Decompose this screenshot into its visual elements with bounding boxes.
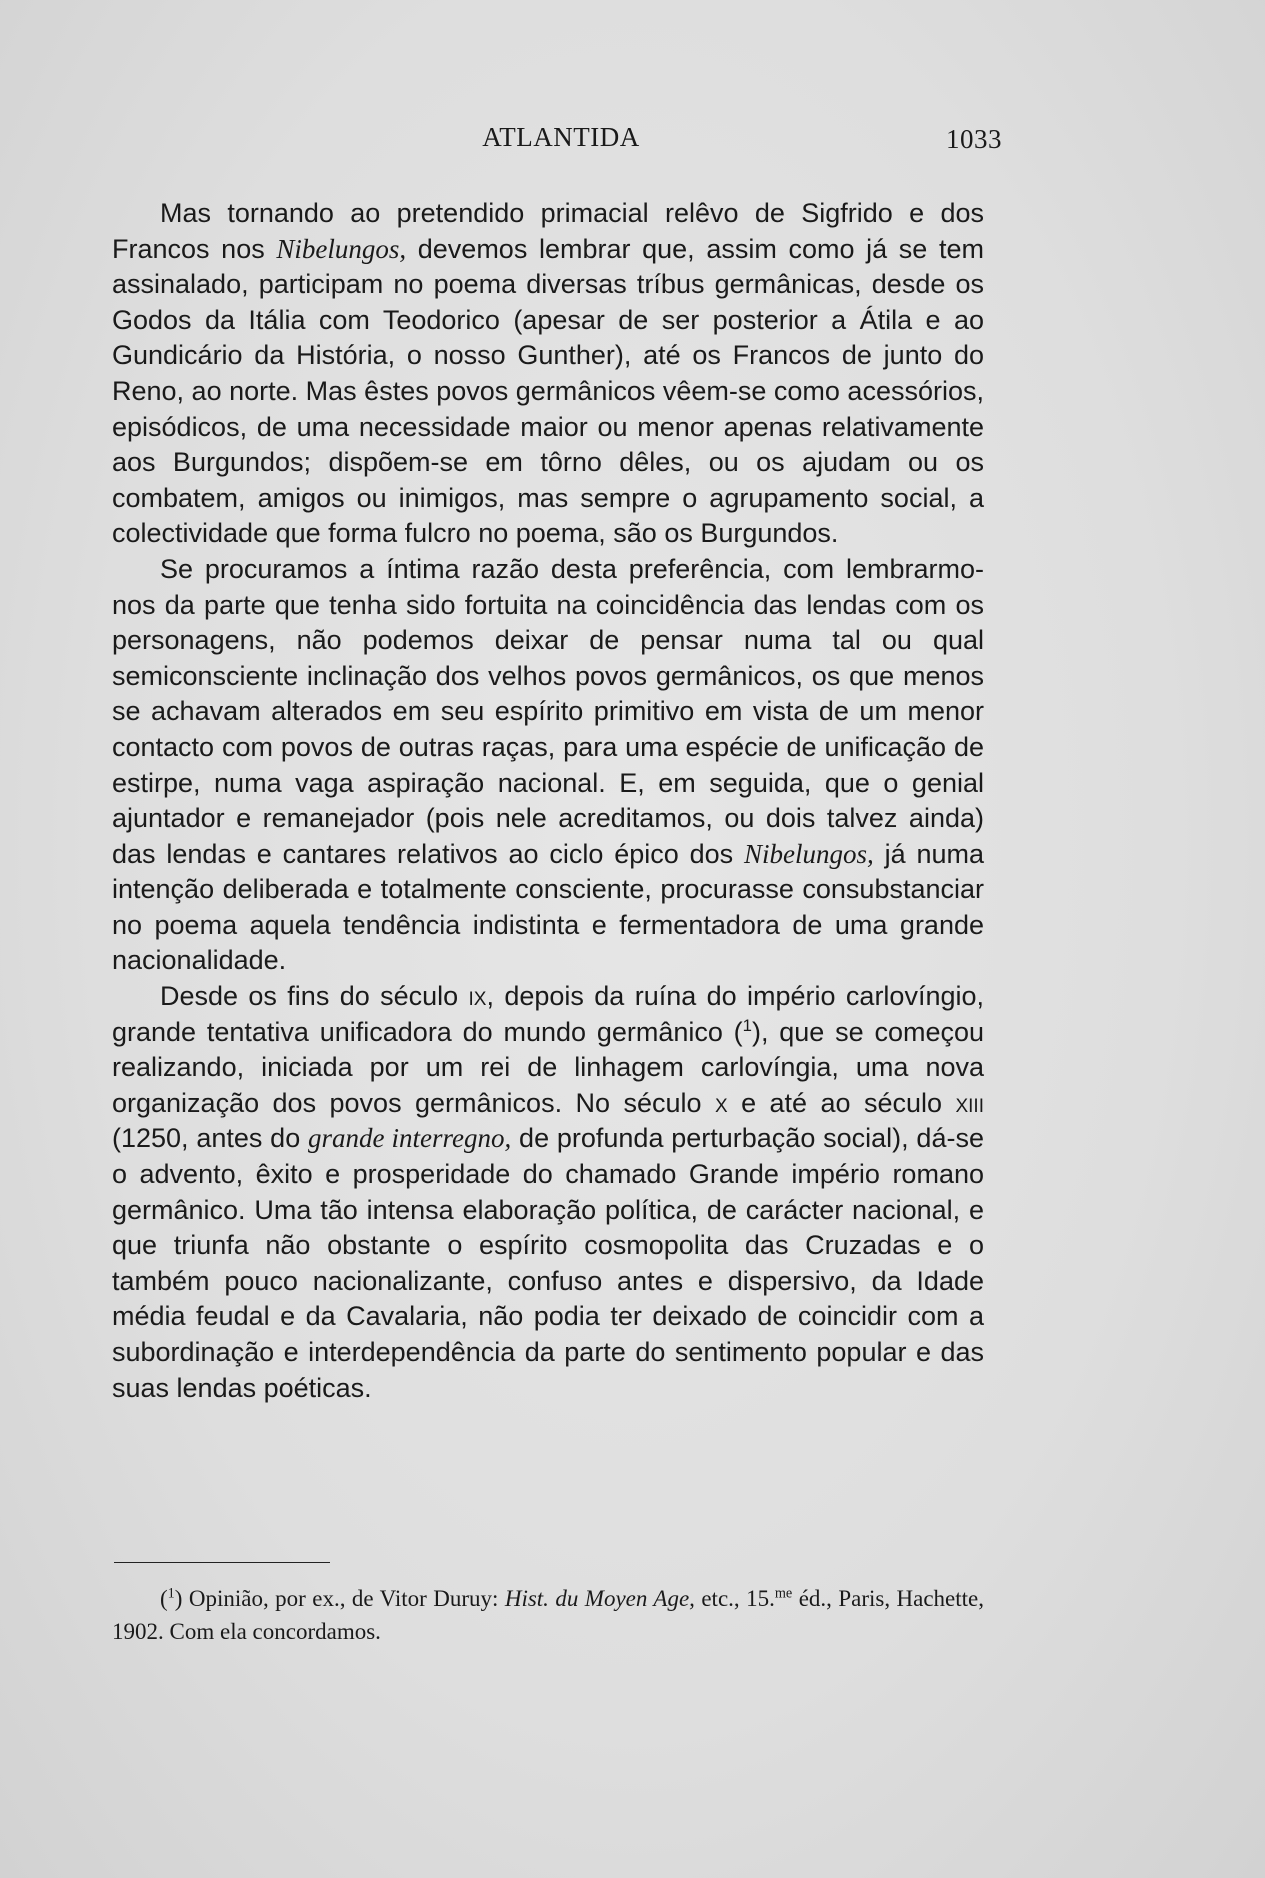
text-run: (1250, antes do [112,1123,308,1154]
text-run: éd., Paris, Hachette, 1902. Com ela concordamos. [112,1586,985,1644]
footnote [112,1582,984,1648]
italic-text: Hist. du Moyen Age, [504,1586,695,1611]
text-run: e até ao século [727,1087,956,1118]
body-text [112,196,984,1406]
italic-text: grande interregno, [308,1123,512,1154]
page-number: 1033 [946,124,1002,154]
paragraph [112,196,984,552]
text-run: Desde os fins do século [160,981,469,1012]
text-run: de profunda perturbação social), dá-se o advento, êxito e prosperidade do chamado Grande império romano germânico. Uma tão intensa elaboração política, de carácter nacional, e que triunfa não obstante o espírito cosmopolita das Cruzadas e o também pouco nacionalizante, confuso antes e dispersivo, da Idade média feudal e da Cavalaria, não podia ter deixado de coincidir com a subordinação e interdependência da parte do sentimento popular e das suas lendas poéticas. [112,1123,984,1403]
superscript: 1 [742,1015,752,1035]
text-run: etc., 15. [694,1586,775,1611]
italic-text: Nibelungos, [743,838,874,869]
footnote-divider [114,1562,330,1563]
roman-numeral: xiii [955,1087,984,1118]
paragraph [112,979,984,1406]
italic-text: Nibelungos, [276,233,407,264]
superscript: me [774,1585,793,1602]
text-run: Se procuramos a íntima razão desta preferência, com lembrarmo-nos da parte que tenha sido fortuita na coincidência das lendas com os personagens, não podemos deixar de pensar numa tal ou qual semiconsciente inclinação dos velhos povos germânicos, os que menos se achavam alterados em seu espírito primitivo em vista de um menor contacto com povos de outras raças, para uma espécie de unificação de estirpe, numa vaga aspiração nacional. E, em seguida, que o genial ajuntador e remanejador (pois nele acreditamos, ou dois talvez ainda) das lendas e cantares relativos ao ciclo épico dos [112,553,984,869]
text-run: , depois da ruína do império carlovíngio, grande tentativa unificadora do mundo germânico ( [112,981,984,1047]
roman-numeral: x [714,1087,728,1118]
text-run: ( [160,1586,168,1611]
running-title: ATLANTIDA [482,122,640,152]
text-run: Mas tornando ao pretendido primacial relêvo de Sigfrido e dos Francos nos [112,198,984,264]
superscript: 1 [167,1585,175,1602]
text-run: ) Opinião, por ex., de Vitor Duruy: [174,1586,505,1611]
text-run: já numa intenção deliberada e totalmente consciente, procurasse consubstanciar no poema aquela tendência indistinta e fermentadora de uma grande nacionalidade. [112,838,984,976]
text-run: ), que se começou realizando, iniciada por um rei de linhagem carlovíngia, uma nova organização dos povos germânicos. No século [112,1016,984,1118]
text-run: devemos lembrar que, assim como já se tem assinalado, participam no poema diversas tríbus germânicas, desde os Godos da Itália com Teodorico (apesar de ser posterior a Átila e ao Gundicário da História, o nosso Gunther), até os Francos de junto do Reno, ao norte. Mas êstes povos germânicos vêem-se como acessórios, episódicos, de uma necessidade maior ou menor apenas relativamente aos Burgundos; dispõem-se em tôrno dêles, ou os ajudam ou os combatem, amigos ou inimigos, mas sempre o agrupamento social, a colectividade que forma fulcro no poema, são os Burgundos. [112,233,984,549]
roman-numeral: ix [468,981,487,1012]
running-head [112,122,1010,162]
paragraph [112,552,984,979]
